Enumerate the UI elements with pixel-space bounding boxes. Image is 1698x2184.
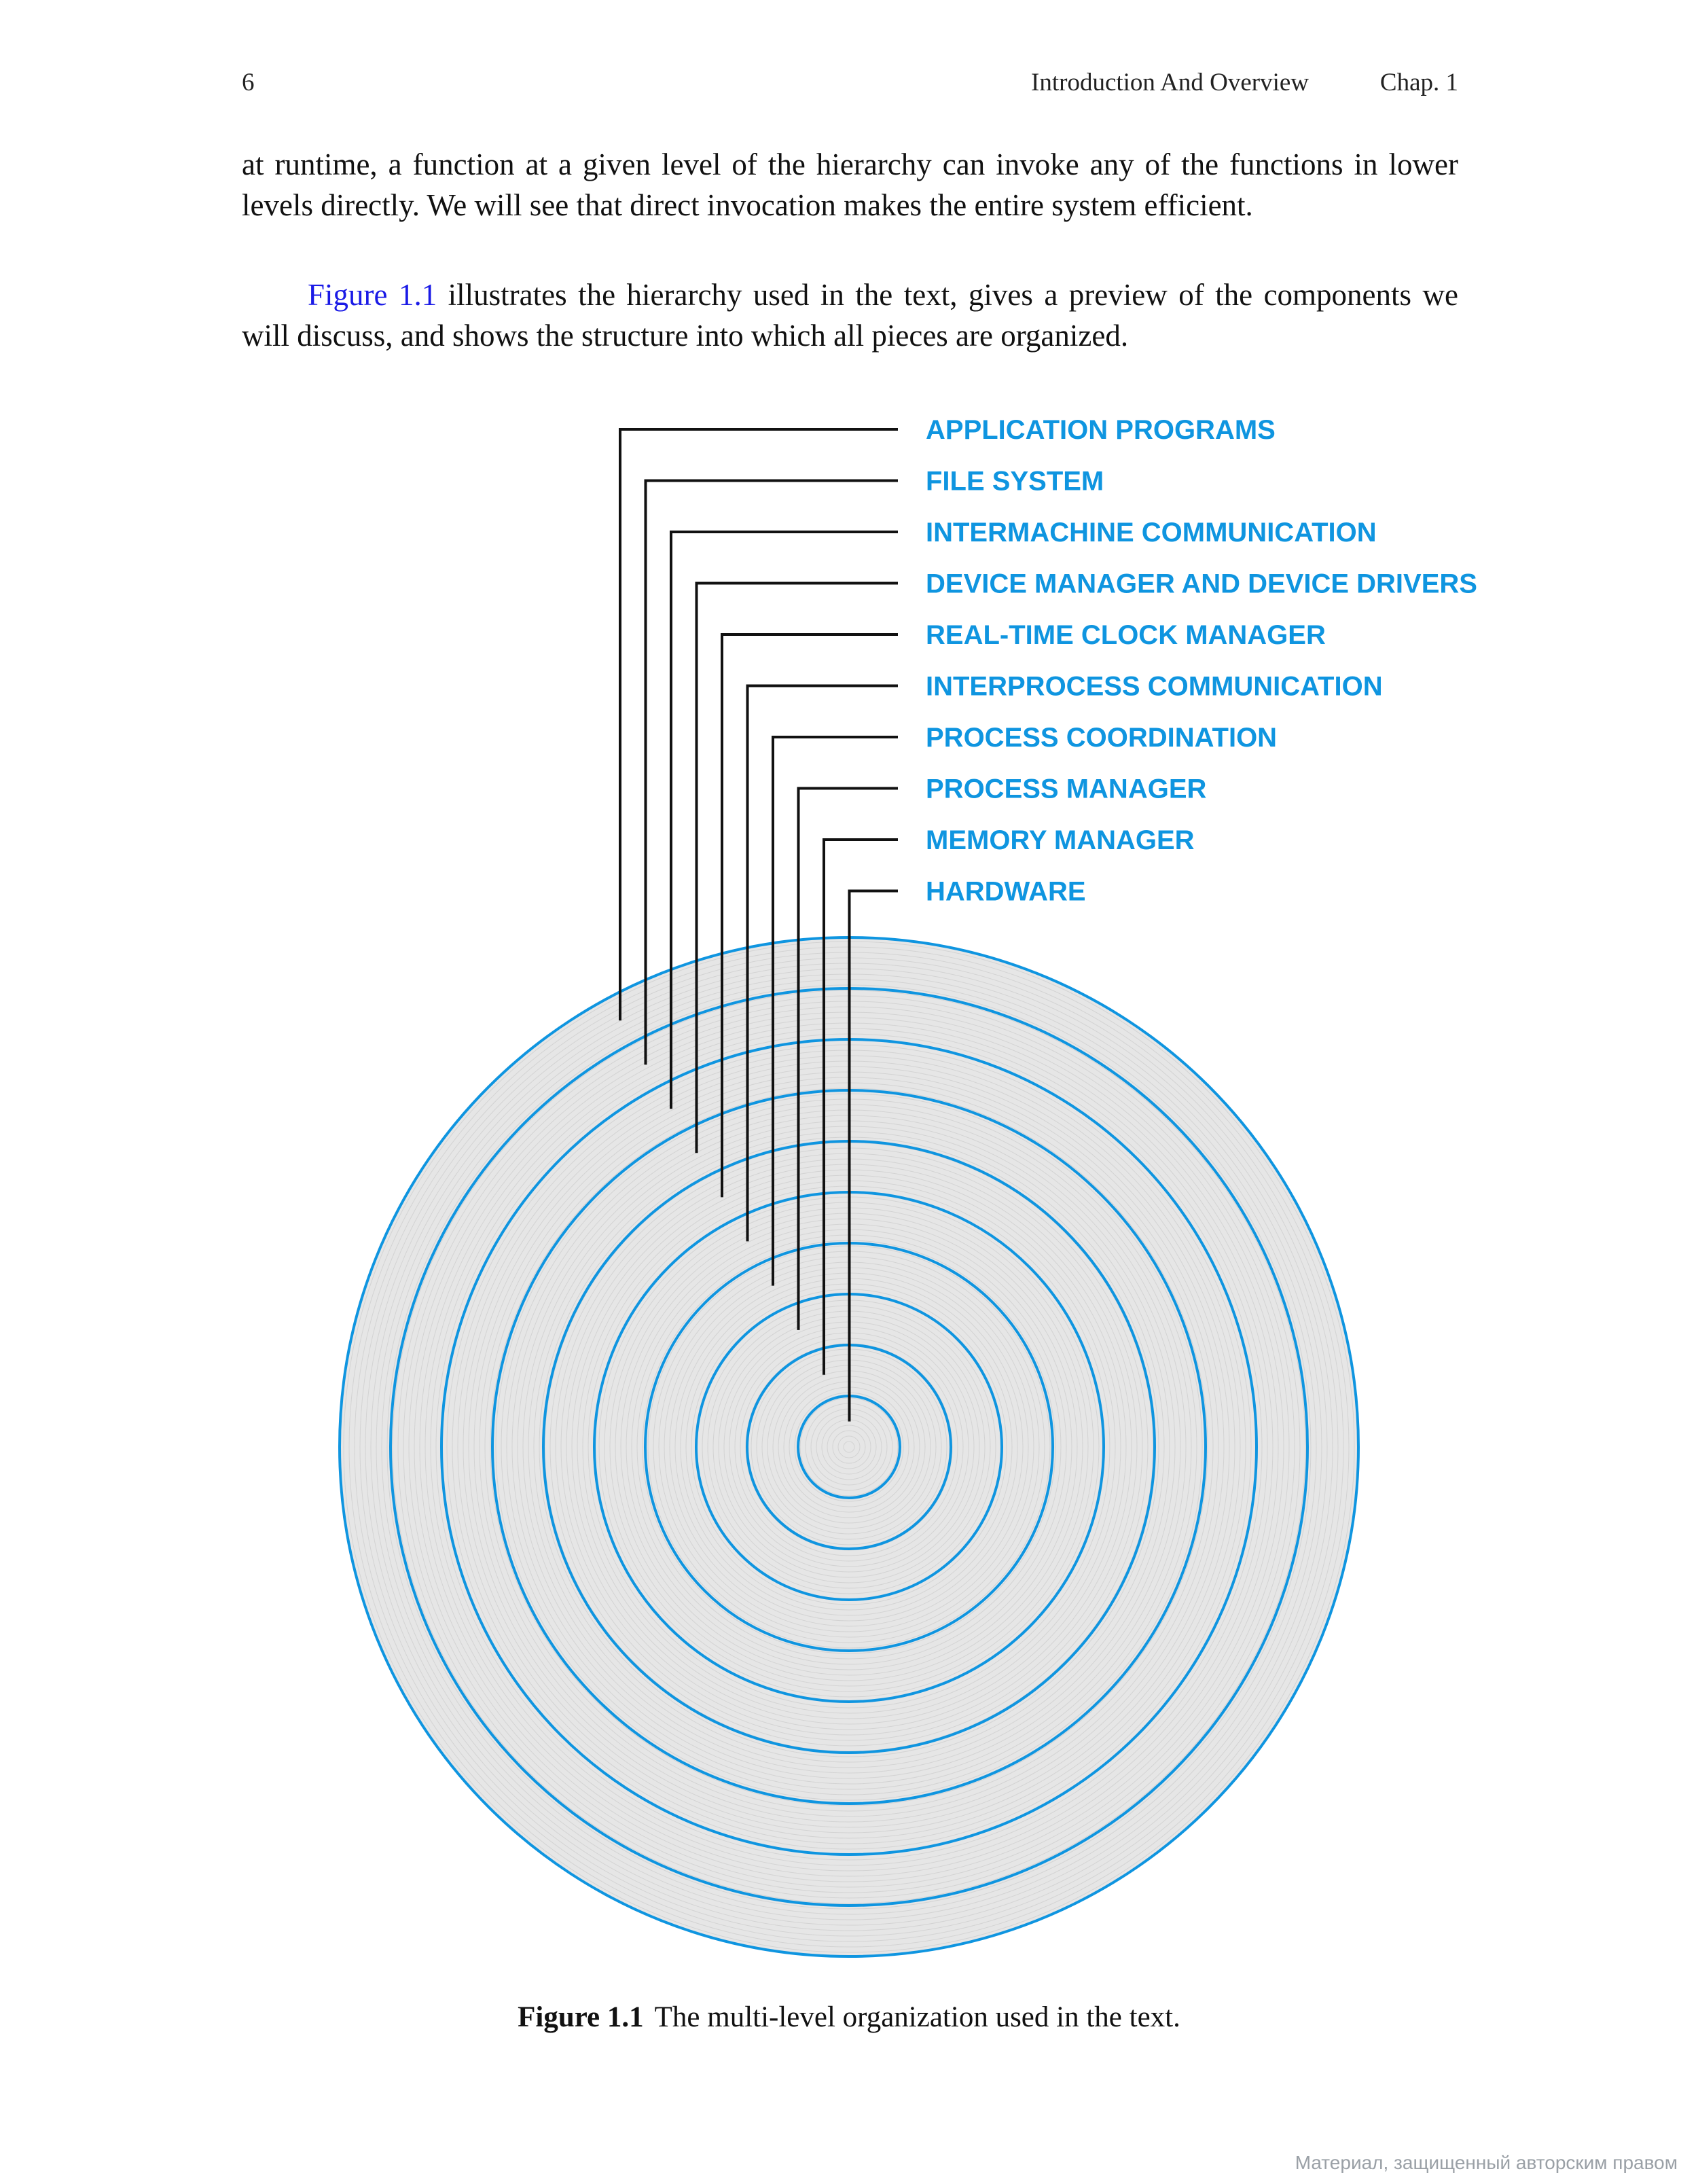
leader-line-1 xyxy=(620,429,898,1020)
page-number: 6 xyxy=(242,69,255,96)
layer-label-2: FILE SYSTEM xyxy=(926,466,1104,497)
body-paragraph-2 xyxy=(242,274,1458,356)
copyright-watermark: Материал, защищенный авторским правом xyxy=(1295,2152,1678,2173)
figure-caption xyxy=(0,2001,1698,2034)
layer-label-4: DEVICE MANAGER AND DEVICE DRIVERS xyxy=(926,569,1477,599)
page-header xyxy=(242,68,1458,109)
caption-text: The multi-level organization used in the text. xyxy=(654,2001,1180,2033)
layer-label-1: APPLICATION PROGRAMS xyxy=(926,415,1276,445)
layer-label-3: INTERMACHINE COMMUNICATION xyxy=(926,518,1377,548)
layer-labels xyxy=(926,415,1477,907)
layer-label-6: INTERPROCESS COMMUNICATION xyxy=(926,671,1383,702)
chapter-label: Chap. 1 xyxy=(1379,69,1458,96)
layer-label-7: PROCESS COORDINATION xyxy=(926,723,1278,753)
caption-label: Figure 1.1 xyxy=(518,2001,644,2033)
paragraph-2-text: illustrates the hierarchy used in the text, gives a preview of the components we will discuss, and shows the structure into which all pieces are organized. xyxy=(242,278,1458,353)
layer-label-9: MEMORY MANAGER xyxy=(926,825,1195,855)
layer-label-8: PROCESS MANAGER xyxy=(926,774,1207,804)
running-title: Introduction And Overview xyxy=(1031,69,1309,96)
layer-hierarchy-figure xyxy=(0,380,1698,1970)
layer-label-10: HARDWARE xyxy=(926,876,1086,907)
body-paragraph-1: at runtime, a function at a given level of the hierarchy can invoke any of the functions in lower levels directly. We will see that direct invocation makes the entire system efficient. xyxy=(242,147,1458,222)
layer-label-5: REAL-TIME CLOCK MANAGER xyxy=(926,620,1326,650)
figure-reference-link[interactable]: Figure 1.1 xyxy=(308,278,437,312)
